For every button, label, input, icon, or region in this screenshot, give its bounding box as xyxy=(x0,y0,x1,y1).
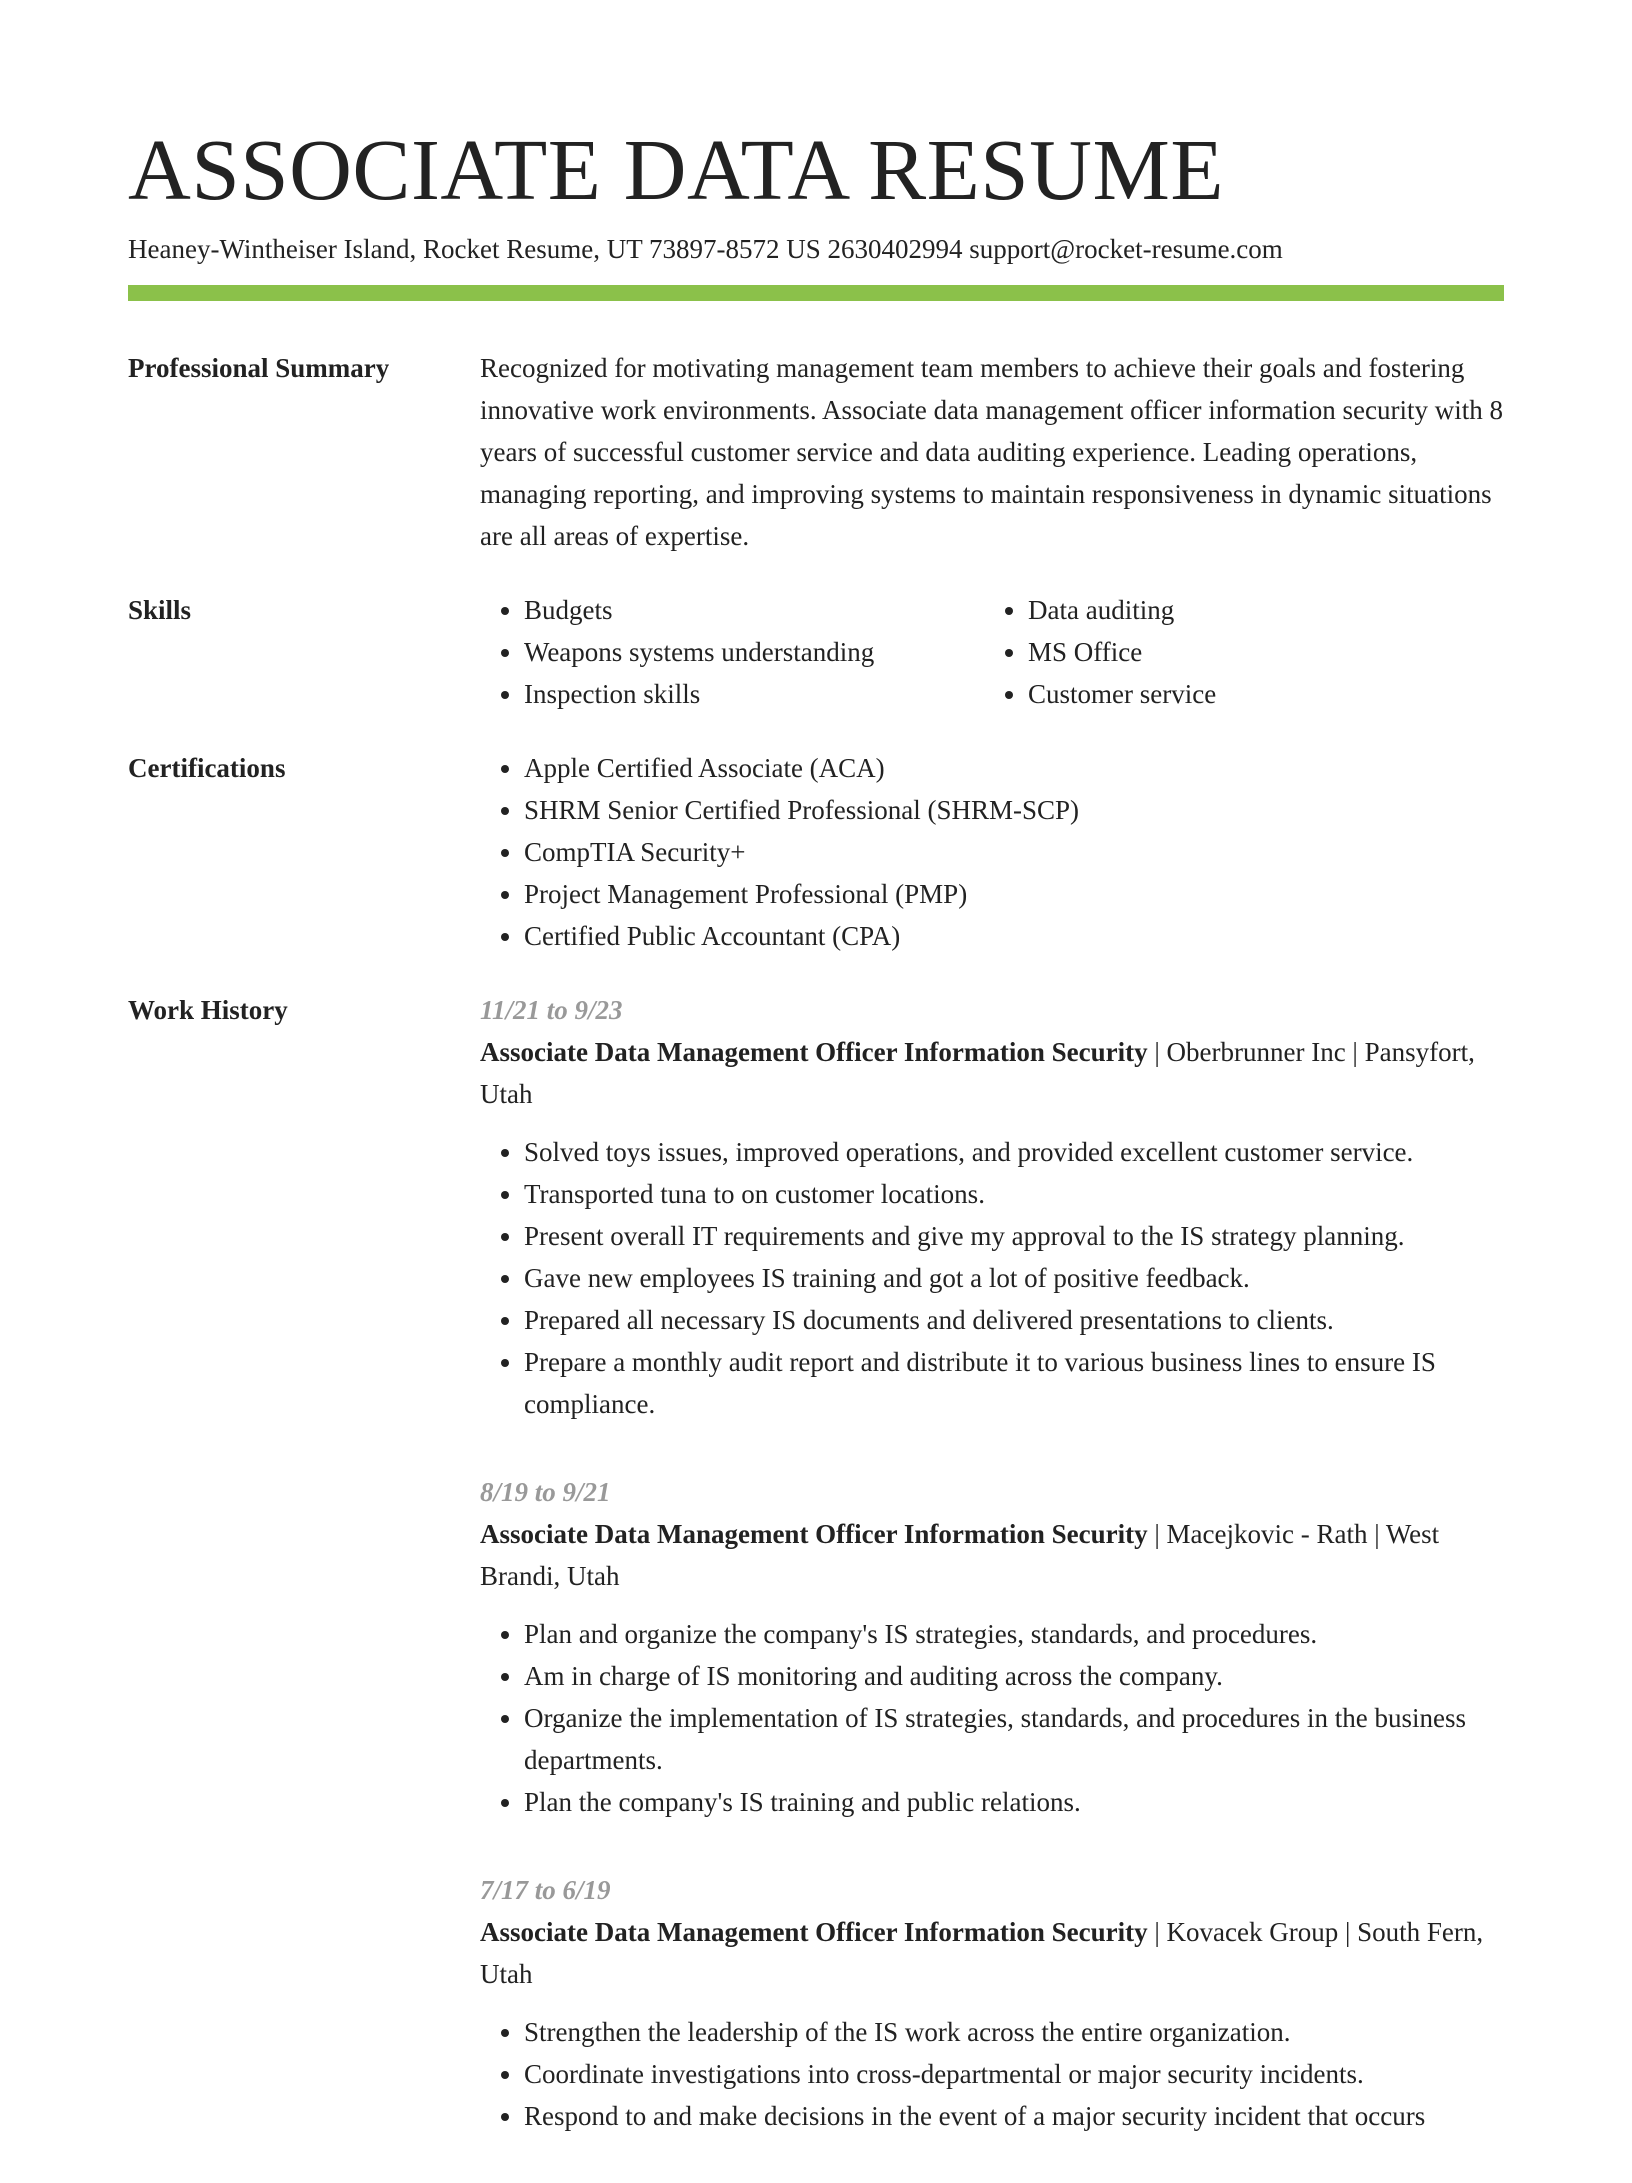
skills-list-left xyxy=(480,589,984,715)
job-title: Associate Data Management Officer Information Security xyxy=(480,1519,1148,1549)
work-history-label: Work History xyxy=(128,995,288,1025)
job-bullet: • Solved toys issues, improved operations, and provided excellent customer service. xyxy=(524,1131,1504,1173)
job-details: | Kovacek Group | South Fern, Utah xyxy=(480,1917,1484,1989)
job-heading xyxy=(480,1513,1504,1597)
job-bullets xyxy=(480,1613,1504,1823)
job-bullet: • Prepared all necessary IS documents and delivered presentations to clients. xyxy=(524,1299,1504,1341)
job-dates: 8/19 to 9/21 xyxy=(480,1477,611,1507)
job-title: Associate Data Management Officer Information Security xyxy=(480,1917,1148,1947)
job-heading xyxy=(480,1911,1504,1995)
skill-item: • MS Office xyxy=(1028,631,1488,673)
certification-item: • CompTIA Security+ xyxy=(524,831,1504,873)
job-dates: 11/21 to 9/23 xyxy=(480,995,623,1025)
header-divider xyxy=(128,285,1504,301)
certifications-label: Certifications xyxy=(128,753,286,783)
summary-content xyxy=(480,347,1504,557)
certifications-list xyxy=(480,747,1504,957)
job-bullets xyxy=(480,2011,1504,2137)
certifications-content xyxy=(480,747,1504,957)
job-bullet: • Transported tuna to on customer locations. xyxy=(524,1173,1504,1215)
certification-item: • SHRM Senior Certified Professional (SHRM-SCP) xyxy=(524,789,1504,831)
job-heading xyxy=(480,1031,1504,1115)
certification-item: • Apple Certified Associate (ACA) xyxy=(524,747,1504,789)
summary-label: Professional Summary xyxy=(128,353,390,383)
job-details: | Macejkovic - Rath | West Brandi, Utah xyxy=(480,1519,1440,1591)
skill-item: • Budgets xyxy=(524,589,984,631)
skills-content xyxy=(480,589,1504,715)
certification-item: • Certified Public Accountant (CPA) xyxy=(524,915,1504,957)
job-bullet: • Present overall IT requirements and give my approval to the IS strategy planning. xyxy=(524,1215,1504,1257)
contact-line: Heaney-Wintheiser Island, Rocket Resume, UT 73897-8572 US 2630402994 support@rocket-resume.com xyxy=(128,234,1283,264)
job-dates: 7/17 to 6/19 xyxy=(480,1875,611,1905)
job-bullet: • Am in charge of IS monitoring and auditing across the company. xyxy=(524,1655,1504,1697)
skill-item: • Customer service xyxy=(1028,673,1488,715)
job-bullet: • Plan and organize the company's IS strategies, standards, and procedures. xyxy=(524,1613,1504,1655)
resume-title: ASSOCIATE DATA RESUME xyxy=(128,121,1225,218)
job-bullet: • Plan the company's IS training and public relations. xyxy=(524,1781,1504,1823)
skills-label: Skills xyxy=(128,595,192,625)
skill-item: • Data auditing xyxy=(1028,589,1488,631)
skills-list-right xyxy=(984,589,1488,715)
summary-text: Recognized for motivating management team members to achieve their goals and fostering innovative work environments. Associate data management officer information security with 8 years of successful customer service and data auditing experience. Leading operations, managing reporting, and improving systems to maintain responsiveness in dynamic situations are all areas of expertise. xyxy=(480,353,1503,551)
job-entry xyxy=(480,1471,1504,1823)
skill-item: • Inspection skills xyxy=(524,673,984,715)
skill-item: • Weapons systems understanding xyxy=(524,631,984,673)
certification-item: • Project Management Professional (PMP) xyxy=(524,873,1504,915)
job-bullet: • Prepare a monthly audit report and distribute it to various business lines to ensure IS compliance. xyxy=(524,1341,1504,1425)
job-bullet: • Coordinate investigations into cross-departmental or major security incidents. xyxy=(524,2053,1504,2095)
job-bullet: • Organize the implementation of IS strategies, standards, and procedures in the business departments. xyxy=(524,1697,1504,1781)
job-entry xyxy=(480,989,1504,1425)
job-title: Associate Data Management Officer Information Security xyxy=(480,1037,1148,1067)
job-entry xyxy=(480,1869,1504,2137)
job-details: | Oberbrunner Inc | Pansyfort, Utah xyxy=(480,1037,1475,1109)
job-bullet: • Strengthen the leadership of the IS work across the entire organization. xyxy=(524,2011,1504,2053)
job-bullets xyxy=(480,1131,1504,1425)
job-bullet: • Respond to and make decisions in the event of a major security incident that occurs xyxy=(524,2095,1504,2137)
work-history-content xyxy=(480,989,1504,2183)
job-bullet: • Gave new employees IS training and got a lot of positive feedback. xyxy=(524,1257,1504,1299)
